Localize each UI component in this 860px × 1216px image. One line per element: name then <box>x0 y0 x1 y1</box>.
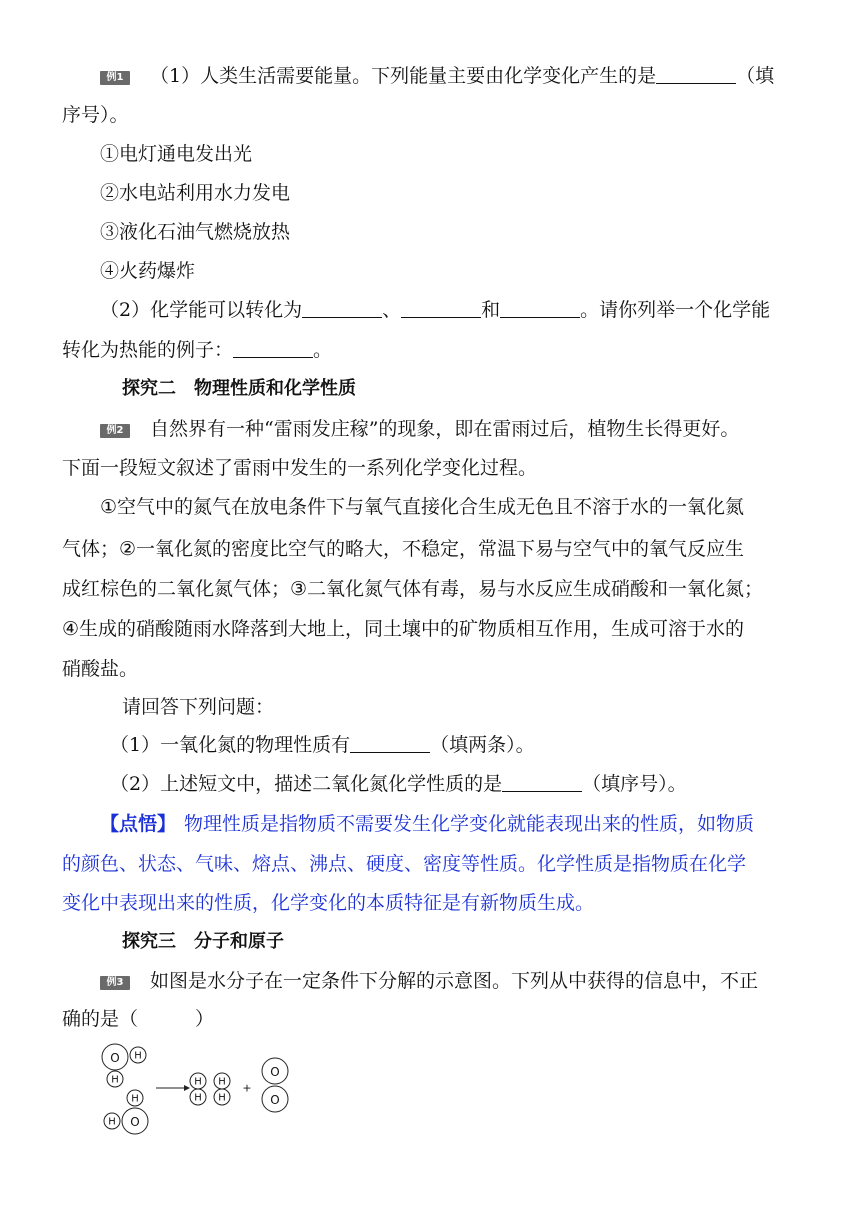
atom-label: O <box>270 1093 280 1107</box>
ex1-option-3: ③液化石油气燃烧放热 <box>100 221 291 243</box>
answer-blank[interactable] <box>350 734 430 753</box>
ex2-prompt: 请回答下列问题： <box>122 696 275 718</box>
example-badge: 例2 <box>100 424 130 438</box>
ex2-passage-line-5: 硝酸盐。 <box>62 658 139 680</box>
hint-line-2: 的颜色、状态、气味、熔点、沸点、硬度、密度等性质。化学性质是指物质在化学 <box>62 853 747 875</box>
ex1-q2-cont: 转化为热能的例子： 。 <box>62 339 333 361</box>
ex2-intro-cont: 下面一段短文叙述了雷雨中发生的一系列化学变化过程。 <box>62 457 538 479</box>
ex2-intro-line: 例2 自然界有一种“雷雨发庄稼”的现象，即在雷雨过后，植物生长得更好。 <box>100 417 739 441</box>
atom-label: H <box>194 1076 202 1088</box>
atom-label: O <box>130 1115 140 1129</box>
atom-label: H <box>218 1092 226 1104</box>
ex1-q2-line: （2）化学能可以转化为 、 和 。请你列举一个化学能 <box>100 299 771 321</box>
hint-label: 【点悟】 <box>100 813 177 835</box>
arrow-head <box>184 1085 190 1091</box>
ex1-option-2: ②水电站利用水力发电 <box>100 182 291 204</box>
answer-blank[interactable] <box>401 299 481 318</box>
atom-label: H <box>111 1074 119 1086</box>
hint-line-3: 变化中表现出来的性质，化学变化的本质特征是有新物质生成。 <box>62 892 595 914</box>
atom-label: O <box>110 1051 120 1065</box>
plus-sign: + <box>242 1081 252 1095</box>
ex2-passage-line-1: ①空气中的氮气在放电条件下与氧气直接化合生成无色且不溶于水的一氧化氮 <box>100 496 745 518</box>
ex1-option-1: ①电灯通电发出光 <box>100 143 253 165</box>
answer-blank[interactable] <box>502 773 582 792</box>
ex1-option-4: ④火药爆炸 <box>100 260 196 282</box>
answer-blank[interactable] <box>500 299 580 318</box>
answer-blank[interactable] <box>302 299 382 318</box>
atom-label: H <box>134 1050 142 1062</box>
atom-label: H <box>108 1116 116 1128</box>
atom-label: H <box>194 1092 202 1104</box>
section-heading-3: 探究三 分子和原子 <box>122 931 284 952</box>
answer-blank[interactable] <box>656 65 736 84</box>
hint-line-1: 【点悟】 物理性质是指物质不需要发生化学变化就能表现出来的性质，如物质 <box>100 813 755 835</box>
atom-label: O <box>270 1065 280 1079</box>
answer-blank[interactable] <box>233 339 313 358</box>
ex3-question-line: 例3 如图是水分子在一定条件下分解的示意图。下列从中获得的信息中，不正 <box>100 969 758 993</box>
ex2-q1: （1）一氧化氮的物理性质有 （填两条）。 <box>110 734 535 756</box>
water-decomposition-diagram <box>96 1036 306 1142</box>
ex1-question-line: 例1 （1）人类生活需要能量。下列能量主要由化学变化产生的是 （填 <box>100 64 774 88</box>
example-badge: 例1 <box>100 71 130 85</box>
atom-label: H <box>218 1076 226 1088</box>
ex2-passage-line-3: 成红棕色的二氧化氮气体；③二氧化氮气体有毒，易与水反应生成硝酸和一氧化氮； <box>62 578 764 600</box>
ex1-question-cont: 序号）。 <box>62 104 129 126</box>
atom-label: H <box>131 1093 139 1105</box>
section-heading-2: 探究二 物理性质和化学性质 <box>122 378 356 399</box>
example-badge: 例3 <box>100 976 130 990</box>
ex2-passage-line-4: ④生成的硝酸随雨水降落到大地上，同土壤中的矿物质相互作用，生成可溶于水的 <box>62 618 745 640</box>
ex2-q2: （2）上述短文中，描述二氧化氮化学性质的是 （填序号）。 <box>110 773 687 795</box>
ex2-passage-line-2: 气体；②一氧化氮的密度比空气的略大，不稳定，常温下易与空气中的氧气反应生 <box>62 538 745 560</box>
ex3-question-cont: 确的是（ ） <box>62 1008 215 1030</box>
